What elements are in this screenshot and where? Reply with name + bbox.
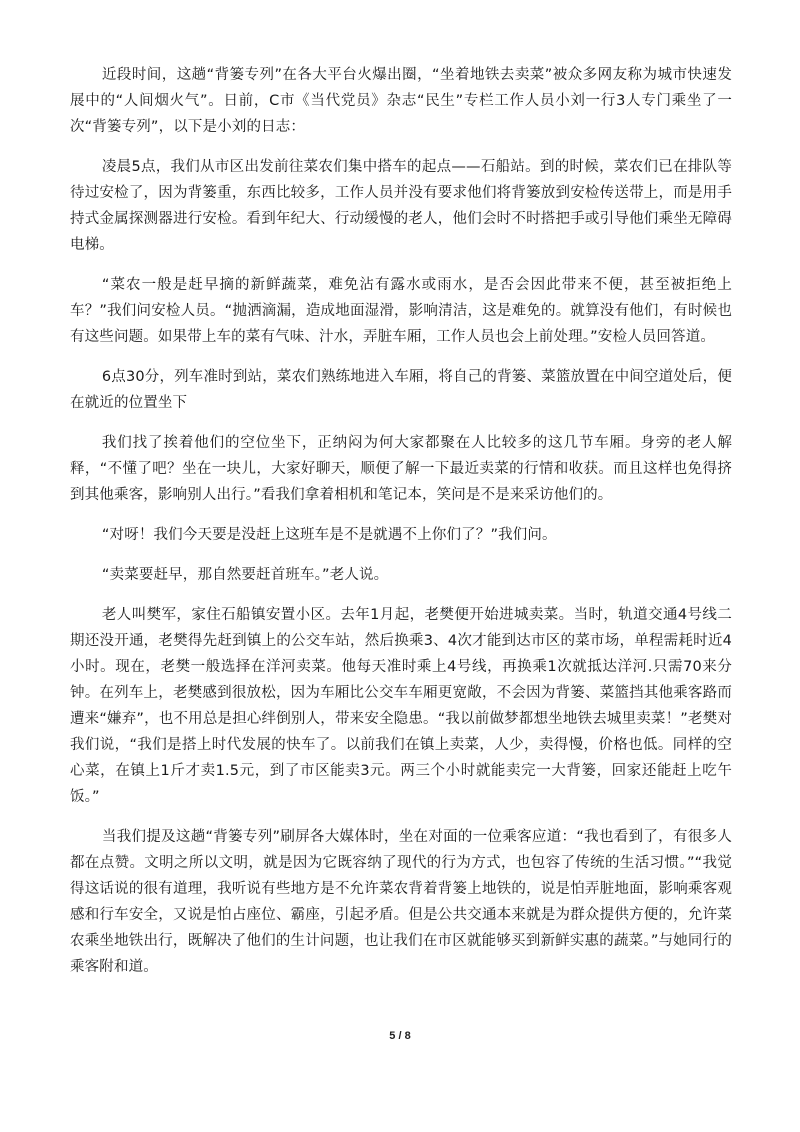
page-number: 5 / 8 — [389, 1030, 411, 1042]
paragraph-passenger-comments: 当我们提及这趟“背篓专列”刷屏各大媒体时，坐在对面的一位乘客应道：“我也看到了，有很多人都在点赞。文明之所以文明，就是因为它既容纳了现代的行为方式，也包容了传统的生活习惯。”“我觉得这话说的很有道理，我听说有些地方是不允许菜农背着背篓上地铁的，说是怕弄脏地面，影响乘客观感和行车安全，又说是怕占座位、霸座，引起矛盾。但是公共交通本来就是为群众提供方便的，允许菜农乘坐地铁出行，既解决了他们的生计问题，也让我们在市区就能够买到新鲜实惠的蔬菜。”与她同行的乘客附和道。 — [70, 829, 732, 975]
paragraph-fan-jun: 老人叫樊军，家住石船镇安置小区。去年1月起，老樊便开始进城卖菜。当时，轨道交通4号线二期还没开通，老樊得先赶到镇上的公交车站，然后换乘3、4次才能到达市区的菜市场，单程需耗时近4小时。现在，老樊一般选择在洋河卖菜。他每天准时乘上4号线，再换乘1次就抵达洋河.只需70来分钟。在列车上，老樊感到很放松，因为车厢比公交车车厢更宽敞，不会因为背篓、菜篮挡其他乘客路而遭来“嫌弃”，也不用总是担心绊倒别人，带来安全隐患。“我以前做梦都想坐地铁去城里卖菜！”老樊对我们说，“我们是搭上时代发展的快车了。以前我们在镇上卖菜，人少，卖得慢，价格也低。同样的空心菜，在镇上1斤才卖1.5元，到了市区能卖3元。两三个小时就能卖完一大背篓，回家还能赶上吃午饭。” — [70, 607, 732, 805]
paragraph-security-question: “菜农一般是赶早摘的新鲜蔬菜，难免沾有露水或雨水，是否会因此带来不便，甚至被拒绝上车？”我们问安检人员。“抛洒滴漏，造成地面湿滑，影响清洁，这是难免的。就算没有他们，有时候也有这些问题。如果带上车的菜有气味、汁水，弄脏车厢，工作人员也会上前处理。”安检人员回答道。 — [70, 277, 732, 345]
paragraph-train-arrival: 6点30分，列车准时到站，菜农们熟练地进入车厢，将自己的背篓、菜篮放置在中间空道处后，便在就近的位置坐下 — [70, 369, 732, 411]
paragraph-dialogue-question: “对呀！我们今天要是没赶上这班车是不是就遇不上你们了？”我们问。 — [101, 527, 557, 543]
paragraph-intro: 近段时间，这趟“背篓专列”在各大平台火爆出圈，“坐着地铁去卖菜”被众多网友称为城市快速发展中的“人间烟火气”。日前，C市《当代党员》杂志“民生”专栏工作人员小刘一行3人专门乘坐了一次“背篓专列”，以下是小刘的日志： — [70, 67, 732, 135]
paragraph-dialogue-answer: “卖菜要赶早，那自然要赶首班车。”老人说。 — [101, 567, 389, 583]
paragraph-seating: 我们找了挨着他们的空位坐下，正纳闷为何大家都聚在人比较多的这几节车厢。身旁的老人解释，“不懂了吧？坐在一块儿，大家好聊天，顺便了解一下最近卖菜的行情和收获。而且这样也免得挤到其他乘客，影响别人出行。”看我们拿着相机和笔记本，笑问是不是来采访他们的。 — [70, 435, 732, 503]
paragraph-early-morning: 凌晨5点，我们从市区出发前往菜农们集中搭车的起点——石船站。到的时候，菜农们已在排队等待过安检了，因为背篓重，东西比较多，工作人员并没有要求他们将背篓放到安检传送带上，而是用手持式金属探测器进行安检。看到年纪大、行动缓慢的老人，他们会时不时搭把手或引导他们乘坐无障碍电梯。 — [70, 159, 732, 253]
article-body — [70, 62, 732, 994]
